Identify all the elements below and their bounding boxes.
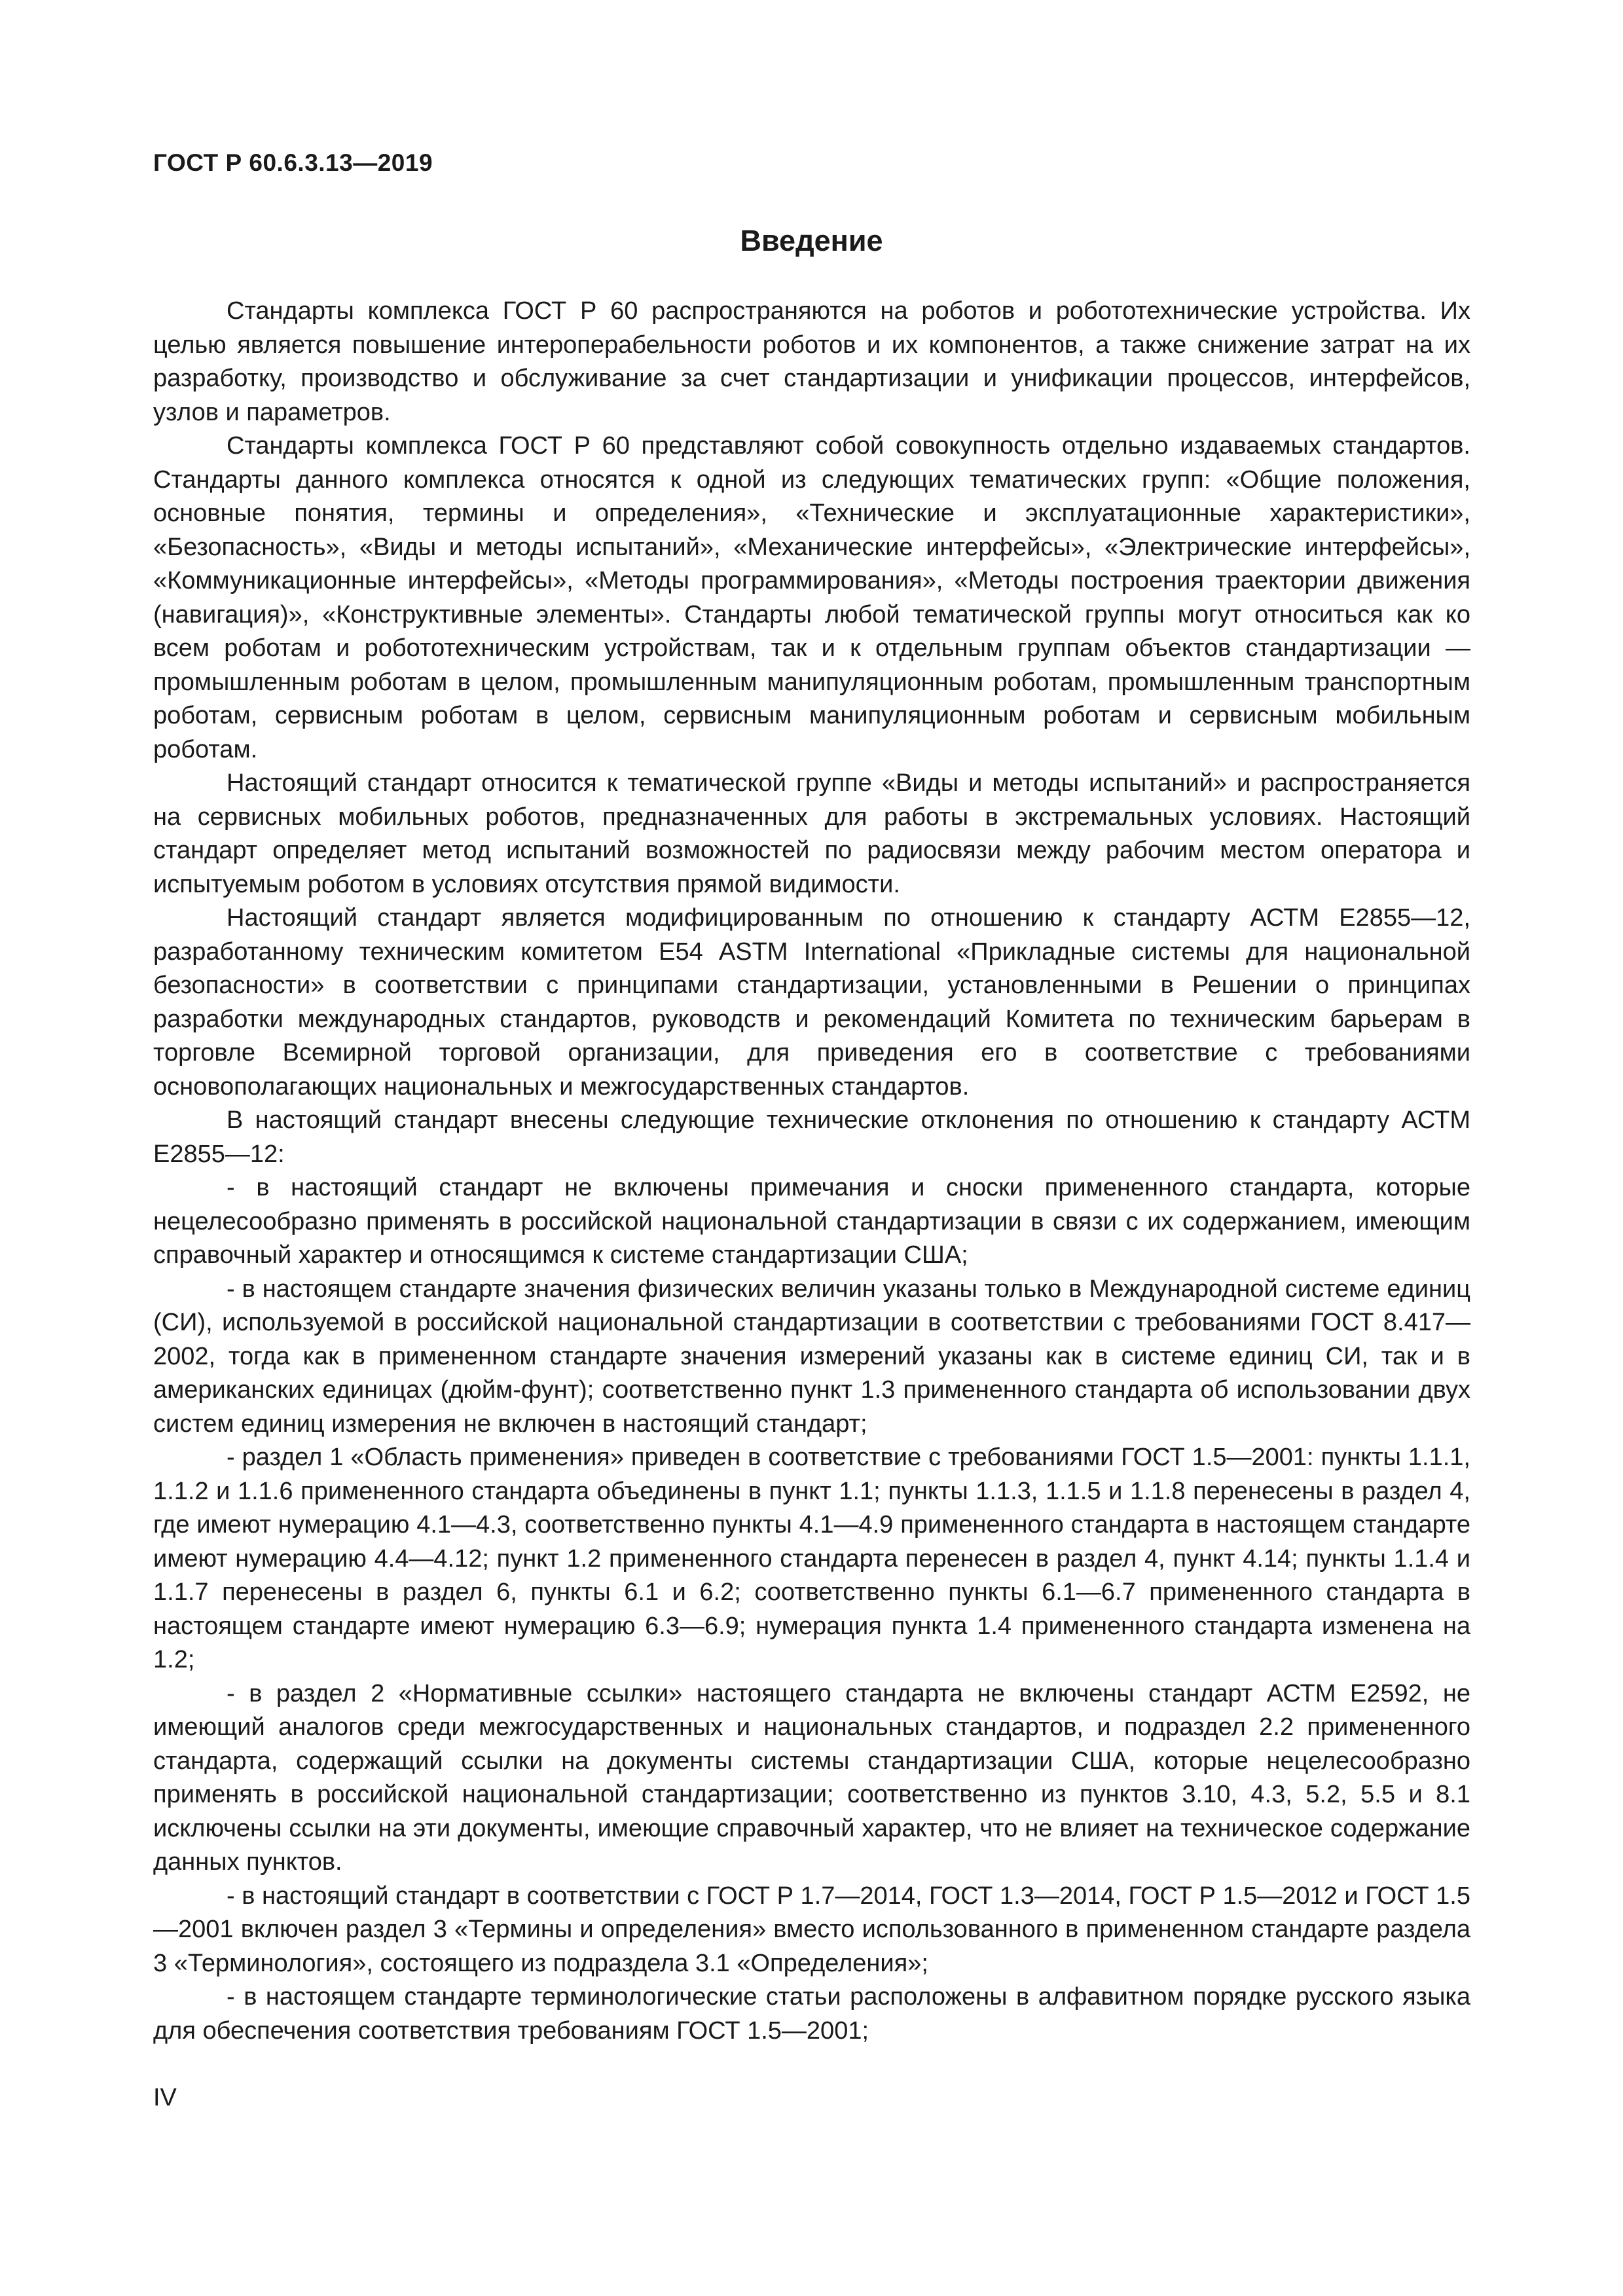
paragraph-4: Настоящий стандарт является модифицированным по отношению к стандарту АСТМ Е2855—12, разработанному техническим комитетом Е54 ASTM International «Прикладные системы для национальной безопасности» в соответствии с принципами стандартизации, установленными в Решении о принципах разработки международных стандартов, руководств и рекомендаций Комитета по техническим барьерам в торговле Всемирной торговой организации, для приведения его в соответствие с требованиями основополагающих национальных и межгосударственных стандартов. [153, 904, 1470, 1101]
paragraph-1: Стандарты комплекса ГОСТ Р 60 распространяются на роботов и робототехнические устройства. Их целью является повышение интероперабельности роботов и их компонентов, а также снижение затрат на их разработку, производство и обслуживание за счет стандартизации и унификации процессов, интерфейсов, узлов и параметров. [153, 297, 1470, 426]
list-item-4: - в раздел 2 «Нормативные ссылки» настоящего стандарта не включены стандарт АСТМ Е2592, не имеющий аналогов среди межгосударственных и национальных стандартов, и подраздел 2.2 примененного стандарта, содержащий ссылки на документы системы стандартизации США, которые нецелесообразно применять в российской национальной стандартизации; соответственно из пунктов 3.10, 4.3, 5.2, 5.5 и 8.1 исключены ссылки на эти документы, имеющие справочный характер, что не влияет на техническое содержание данных пунктов. [153, 1679, 1470, 1876]
paragraph-2: Стандарты комплекса ГОСТ Р 60 представляют собой совокупность отдельно издаваемых стандартов. Стандарты данного комплекса относятся к одной из следующих тематических групп: «Общие положения, основные понятия, термины и определения», «Технические и эксплуатационные характеристики», «Безопасность», «Виды и методы испытаний», «Механические интерфейсы», «Электрические интерфейсы», «Коммуникационные интерфейсы», «Методы программирования», «Методы построения траектории движения (навигация)», «Конструктивные элементы». Стандарты любой тематической группы могут относиться как ко всем роботам и робототехническим устройствам, так и к отдельным группам объектов стандартизации — промышленным роботам в целом, промышленным манипуляционным роботам, промышленным транспортным роботам, сервисным роботам в целом, сервисным манипуляционным роботам и сервисным мобильным роботам. [153, 432, 1470, 763]
list-item-5: - в настоящий стандарт в соответствии с ГОСТ Р 1.7—2014, ГОСТ 1.3—2014, ГОСТ Р 1.5—2012 и ГОСТ 1.5—2001 включен раздел 3 «Термины и определения» вместо использованного в примененном стандарте раздела 3 «Терминология», состоящего из подраздела 3.1 «Определения»; [153, 1882, 1470, 1977]
list-item-3: - раздел 1 «Область применения» приведен в соответствие с требованиями ГОСТ 1.5—2001: пункты 1.1.1, 1.1.2 и 1.1.6 примененного стандарта объединены в пункт 1.1; пункты 1.1.3, 1.1.5 и 1.1.8 перенесены в раздел 4, где имеют нумерацию 4.1—4.3, соответственно пункты 4.1—4.9 примененного стандарта в настоящем стандарте имеют нумерацию 4.4—4.12; пункт 1.2 примененного стандарта перенесен в раздел 4, пункт 4.14; пункты 1.1.4 и 1.1.7 перенесены в раздел 6, пункты 6.1 и 6.2; соответственно пункты 6.1—6.7 примененного стандарта в настоящем стандарте имеют нумерацию 6.3—6.9; нумерация пункта 1.4 примененного стандарта изменена на 1.2; [153, 1444, 1470, 1673]
page-number: IV [153, 2084, 177, 2111]
paragraph-3: Настоящий стандарт относится к тематической группе «Виды и методы испытаний» и распространяется на сервисных мобильных роботов, предназначенных для работы в экстремальных условиях. Настоящий стандарт определяет метод испытаний возможностей по радиосвязи между рабочим местом оператора и испытуемым роботом в условиях отсутствия прямой видимости. [153, 769, 1470, 898]
paragraph-5: В настоящий стандарт внесены следующие технические отклонения по отношению к стандарту АСТМ Е2855—12: [153, 1106, 1470, 1168]
list-item-2: - в настоящем стандарте значения физических величин указаны только в Международной системе единиц (СИ), используемой в российской национальной стандартизации в соответствии с требованиями ГОСТ 8.417—2002, тогда как в примененном стандарте значения измерений указаны как в системе единиц СИ, так и в американских единицах (дюйм-фунт); соответственно пункт 1.3 примененного стандарта об использовании двух систем единиц измерения не включен в настоящий стандарт; [153, 1275, 1470, 1438]
list-item-6: - в настоящем стандарте терминологические статьи расположены в алфавитном порядке русского языка для обеспечения соответствия требованиям ГОСТ 1.5—2001; [153, 1983, 1470, 2045]
list-item-1: - в настоящий стандарт не включены примечания и сноски примененного стандарта, которые нецелесообразно применять в российской национальной стандартизации в связи с их содержанием, имеющим справочный характер и относящимся к системе стандартизации США; [153, 1174, 1470, 1269]
section-title: Введение [740, 224, 883, 257]
document-code-header: ГОСТ Р 60.6.3.13—2019 [153, 149, 433, 176]
body-text [153, 295, 1470, 2048]
